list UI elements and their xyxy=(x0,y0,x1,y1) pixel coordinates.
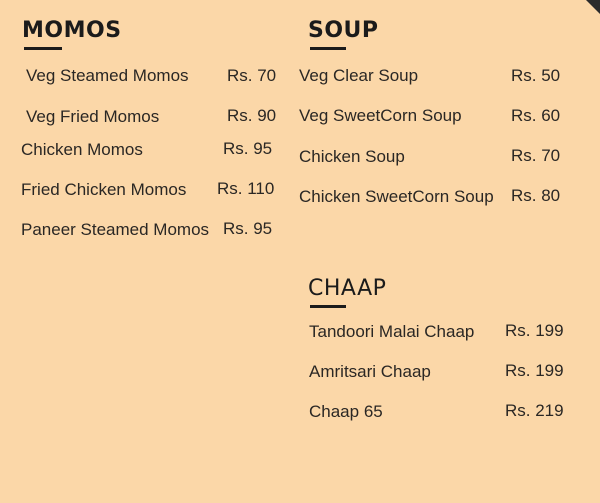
menu-item-price: Rs. 80 xyxy=(511,186,561,205)
menu-item-name: Veg Clear Soup xyxy=(299,66,419,85)
menu-item-price: Rs. 199 xyxy=(505,321,564,340)
menu-item-name: Amritsari Chaap xyxy=(309,362,431,381)
menu-item-name: Chicken Soup xyxy=(299,147,405,166)
menu-item-price: Rs. 60 xyxy=(511,106,561,125)
menu-item-name: Veg Steamed Momos xyxy=(26,66,189,85)
menu-item-price: Rs. 70 xyxy=(227,66,277,85)
menu-item-name: Tandoori Malai Chaap xyxy=(309,322,475,341)
menu-item-price: Rs. 95 xyxy=(223,139,273,158)
menu-item-name: Fried Chicken Momos xyxy=(21,180,187,199)
section-title-soup: SOUP xyxy=(308,18,379,43)
section-underline-soup xyxy=(310,47,346,50)
corner-decoration xyxy=(586,0,600,14)
menu-item-price: Rs. 50 xyxy=(511,66,561,85)
menu-item-name: Chicken Momos xyxy=(21,140,143,159)
menu-item-price: Rs. 199 xyxy=(505,361,564,380)
section-title-chaap: CHAAP xyxy=(308,276,387,301)
menu-item-name: Paneer Steamed Momos xyxy=(21,220,210,239)
menu-item-price: Rs. 110 xyxy=(217,179,275,198)
section-underline-momos xyxy=(24,47,62,50)
menu-item-name: Chicken SweetCorn Soup xyxy=(299,187,494,206)
menu-item-price: Rs. 70 xyxy=(511,146,561,165)
menu-item-name: Chaap 65 xyxy=(309,402,383,421)
menu-item-price: Rs. 219 xyxy=(505,401,564,420)
menu-item-price: Rs. 95 xyxy=(223,219,273,238)
section-title-momos: MOMOS xyxy=(22,18,122,43)
menu-item-name: Veg Fried Momos xyxy=(26,107,160,126)
menu-item-name: Veg SweetCorn Soup xyxy=(299,106,462,125)
section-underline-chaap xyxy=(310,305,346,308)
menu-item-price: Rs. 90 xyxy=(227,106,277,125)
